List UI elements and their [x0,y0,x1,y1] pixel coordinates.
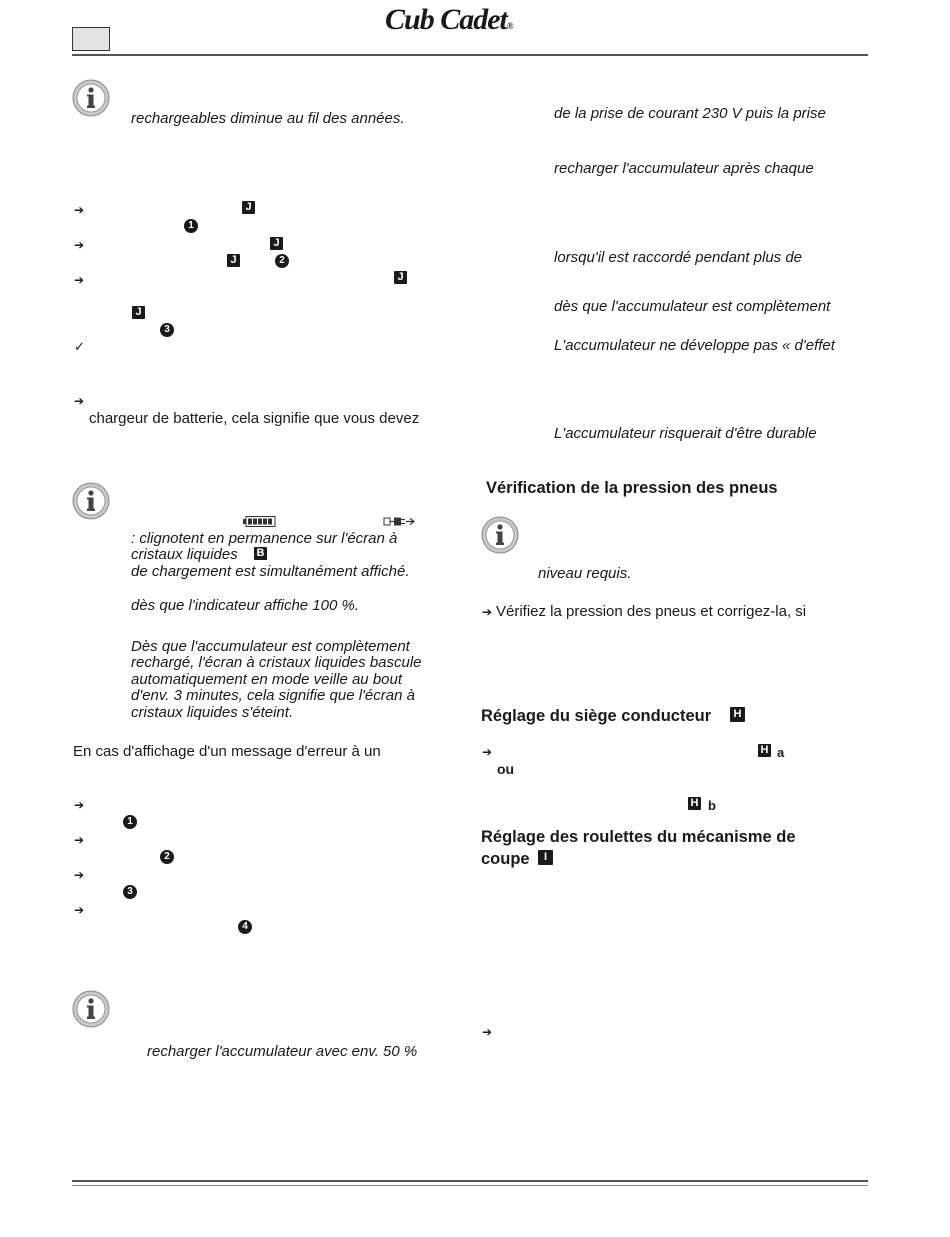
right-line2: recharger l'accumulateur après chaque [554,160,814,177]
note2-line8: d'env. 3 minutes, cela signifie que l'écran à [131,687,415,704]
note2-line7: automatiquement en mode veille au bout [131,671,403,688]
step-number-4: 4 [238,920,252,934]
brand-logo [385,3,513,43]
charger-text: chargeur de batterie, cela signifie que vous devez [89,410,420,427]
figure-ref-j: J [270,237,283,250]
step-number-1: 1 [184,219,198,233]
seat-heading [481,706,711,726]
arrow-icon: ➔ [74,238,85,252]
info-icon [72,79,110,117]
right-line6: L'accumulateur risquerait d'être durable [554,425,817,442]
info-icon [72,990,110,1028]
note1-text: rechargeables diminue au fil des années. [131,110,405,127]
note2-line1: : clignotent en permanence sur l'écran à [131,530,398,547]
arrow-icon: ➔ [74,798,85,812]
figure-ref-h: H [688,797,701,810]
note2-line2 [131,546,238,563]
tire-note-text: niveau requis. [538,565,632,582]
arrow-icon: ➔ [74,273,85,287]
figure-ref-j: J [242,201,255,214]
error-text: En cas d'affichage d'un message d'erreur à un [73,743,381,760]
note2-line2-text: cristaux liquides [131,546,238,563]
seat-option-b: b [708,798,716,813]
footer-rule-thin [72,1185,868,1186]
right-line1: de la prise de courant 230 V puis la prise [554,105,826,122]
step-number-1: 1 [123,815,137,829]
figure-ref-j: J [227,254,240,267]
info-icon [72,482,110,520]
arrow-icon: ➔ [74,394,85,408]
brand-logo-text: Cub Cadet [385,3,507,36]
arrow-icon: ➔ [482,745,493,759]
tire-step-text: Vérifiez la pression des pneus et corrigez-la, si [496,603,807,620]
note2-line6: rechargé, l'écran à cristaux liquides bascule [131,654,422,671]
arrow-icon: ➔ [482,1025,493,1039]
step-number-2: 2 [160,850,174,864]
note2-line3: de chargement est simultanément affiché. [131,563,410,580]
arrow-icon: ➔ [74,903,85,917]
seat-or-text: ou [497,761,515,777]
figure-ref-h: H [730,707,745,722]
check-icon: ✓ [74,339,85,354]
tire-pressure-heading: Vérification de la pression des pneus [486,479,778,497]
note3-text: recharger l'accumulateur avec env. 50 % [147,1043,418,1060]
step-number-2: 2 [275,254,289,268]
arrow-icon: ➔ [74,868,85,882]
header-rule [72,54,868,56]
page-number-box [72,27,110,51]
right-line4: dès que l'accumulateur est complètement [554,298,831,315]
note2-line9: cristaux liquides s'éteint. [131,704,294,721]
right-line5: L'accumulateur ne développe pas « d'effet [554,337,835,354]
arrow-icon: ➔ [482,605,493,619]
footer-rule-thick [72,1180,868,1182]
note2-line4: dès que l'indicateur affiche 100 %. [131,597,360,614]
figure-ref-j: J [394,271,407,284]
figure-ref-h: H [758,744,771,757]
step-number-3: 3 [123,885,137,899]
figure-ref-i: I [538,850,553,865]
rollers-heading-line1: Réglage des roulettes du mécanisme de [481,828,796,846]
figure-ref-b: B [254,547,267,560]
right-line3: lorsqu'il est raccordé pendant plus de [554,249,803,266]
note2-line5: Dès que l'accumulateur est complètement [131,638,410,655]
seat-heading-text: Réglage du siège conducteur [481,707,712,725]
figure-ref-j: J [132,306,145,319]
registered-mark: ® [506,21,513,31]
info-icon [481,516,519,554]
plug-icon [383,516,415,527]
arrow-icon: ➔ [74,833,85,847]
step-number-3: 3 [160,323,174,337]
seat-option-a: a [777,745,785,760]
arrow-icon: ➔ [74,203,85,217]
battery-icon [243,516,276,527]
rollers-heading-line2: coupe [481,850,530,868]
